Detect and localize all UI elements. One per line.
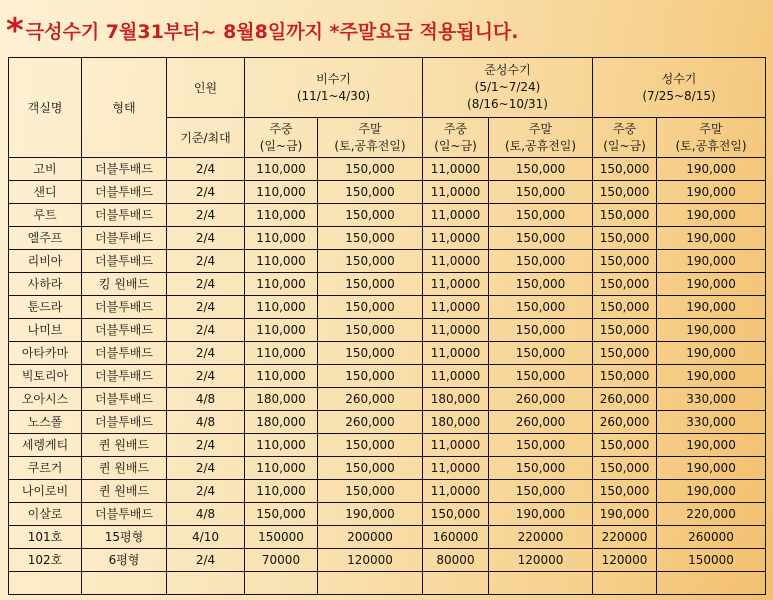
weekday-sub: (일~금): [259, 138, 303, 153]
cell-capacity: 2/4: [167, 181, 245, 204]
cell-room-type: 더블투배드: [82, 158, 167, 181]
cell-shoulder-weekday: [423, 572, 489, 595]
header-off-season: [245, 58, 423, 118]
cell-shoulder-weekday: 11,0000: [423, 457, 489, 480]
cell-peak-weekend: 150000: [657, 549, 766, 572]
cell-shoulder-weekday: 160000: [423, 526, 489, 549]
cell-capacity: [167, 572, 245, 595]
cell-off-weekend: 260,000: [318, 388, 423, 411]
cell-peak-weekday: 150,000: [593, 365, 657, 388]
header-weekday: [593, 118, 657, 158]
cell-off-weekend: 150,000: [318, 158, 423, 181]
cell-capacity: 2/4: [167, 273, 245, 296]
cell-shoulder-weekend: 220000: [489, 526, 593, 549]
cell-peak-weekend: 190,000: [657, 296, 766, 319]
cell-peak-weekday: [593, 572, 657, 595]
cell-capacity: 2/4: [167, 549, 245, 572]
cell-off-weekday: 110,000: [245, 319, 318, 342]
cell-shoulder-weekend: 150,000: [489, 434, 593, 457]
cell-room-name: 오아시스: [9, 388, 82, 411]
cell-shoulder-weekend: 150,000: [489, 250, 593, 273]
cell-off-weekend: 150,000: [318, 457, 423, 480]
cell-room-name: 고비: [9, 158, 82, 181]
cell-off-weekday: 180,000: [245, 411, 318, 434]
asterisk-mark: *: [6, 11, 24, 51]
table-row: [9, 319, 766, 342]
cell-room-type: 퀸 원배드: [82, 480, 167, 503]
cell-room-name: 101호: [9, 526, 82, 549]
cell-shoulder-weekday: 11,0000: [423, 273, 489, 296]
cell-shoulder-weekend: 260,000: [489, 388, 593, 411]
cell-capacity: 2/4: [167, 342, 245, 365]
cell-off-weekday: 150,000: [245, 503, 318, 526]
cell-off-weekday: [245, 572, 318, 595]
cell-room-name: 엘주프: [9, 227, 82, 250]
cell-peak-weekend: 330,000: [657, 411, 766, 434]
cell-capacity: 2/4: [167, 434, 245, 457]
weekday-sub: (일~금): [434, 138, 477, 153]
cell-room-type: 더블투배드: [82, 296, 167, 319]
cell-off-weekend: 120000: [318, 549, 423, 572]
shoulder-season-range-2: (8/16~10/31): [467, 97, 548, 111]
cell-shoulder-weekday: 80000: [423, 549, 489, 572]
cell-peak-weekday: 260,000: [593, 411, 657, 434]
cell-off-weekend: 150,000: [318, 365, 423, 388]
cell-shoulder-weekday: 180,000: [423, 388, 489, 411]
table-row: [9, 480, 766, 503]
cell-shoulder-weekday: 180,000: [423, 411, 489, 434]
cell-shoulder-weekday: 11,0000: [423, 250, 489, 273]
header-shoulder-season: [423, 58, 593, 118]
off-season-title: 비수기: [316, 71, 351, 86]
cell-shoulder-weekend: 150,000: [489, 158, 593, 181]
cell-room-name: 쿠르거: [9, 457, 82, 480]
header-room-name: 객실명: [9, 58, 82, 158]
cell-peak-weekend: 190,000: [657, 181, 766, 204]
cell-peak-weekday: 260,000: [593, 388, 657, 411]
cell-peak-weekend: 190,000: [657, 319, 766, 342]
cell-peak-weekend: 190,000: [657, 480, 766, 503]
promo-notice-text: 극성수기 7월31부터~ 8월8일까지 *주말요금 적용됩니다.: [25, 21, 519, 43]
weekday-sub: (일~금): [603, 138, 646, 153]
cell-room-name: 나이로비: [9, 480, 82, 503]
room-rate-table: [8, 57, 766, 595]
cell-off-weekend: 150,000: [318, 181, 423, 204]
header-capacity: 인원: [167, 58, 245, 118]
table-row: [9, 181, 766, 204]
cell-off-weekend: 150,000: [318, 273, 423, 296]
cell-shoulder-weekend: 150,000: [489, 181, 593, 204]
cell-off-weekend: 150,000: [318, 250, 423, 273]
cell-room-type: 더블투배드: [82, 342, 167, 365]
cell-off-weekday: 110,000: [245, 365, 318, 388]
cell-off-weekday: 70000: [245, 549, 318, 572]
cell-peak-weekend: 190,000: [657, 342, 766, 365]
cell-shoulder-weekend: 260,000: [489, 411, 593, 434]
cell-off-weekday: 110,000: [245, 158, 318, 181]
table-row: [9, 250, 766, 273]
cell-shoulder-weekend: 190,000: [489, 503, 593, 526]
cell-peak-weekday: 190,000: [593, 503, 657, 526]
peak-season-title: 성수기: [661, 71, 697, 86]
cell-peak-weekday: 150,000: [593, 319, 657, 342]
cell-off-weekday: 110,000: [245, 250, 318, 273]
cell-peak-weekend: 330,000: [657, 388, 766, 411]
table-row: [9, 549, 766, 572]
cell-peak-weekend: [657, 572, 766, 595]
rate-rows: [9, 158, 766, 595]
cell-peak-weekend: 190,000: [657, 158, 766, 181]
cell-capacity: 2/4: [167, 457, 245, 480]
table-row: [9, 411, 766, 434]
off-season-range: (11/1~4/30): [296, 88, 371, 103]
shoulder-season-title: 준성수기: [484, 63, 531, 77]
cell-shoulder-weekend: 150,000: [489, 365, 593, 388]
cell-room-name: 루트: [9, 204, 82, 227]
weekend-sub: (토,공휴전일): [504, 138, 577, 153]
cell-peak-weekday: 150,000: [593, 204, 657, 227]
header-room-type: 형태: [82, 58, 167, 158]
cell-room-type: 더블투배드: [82, 319, 167, 342]
table-row: [9, 503, 766, 526]
table-row: [9, 434, 766, 457]
cell-shoulder-weekend: 150,000: [489, 204, 593, 227]
cell-shoulder-weekday: 11,0000: [423, 342, 489, 365]
cell-off-weekday: 110,000: [245, 342, 318, 365]
cell-peak-weekend: 190,000: [657, 457, 766, 480]
cell-off-weekday: 110,000: [245, 480, 318, 503]
cell-room-type: 퀸 원배드: [82, 457, 167, 480]
cell-off-weekday: 110,000: [245, 227, 318, 250]
table-row: [9, 296, 766, 319]
cell-peak-weekend: 190,000: [657, 250, 766, 273]
weekday-label: 주중: [269, 121, 293, 136]
cell-shoulder-weekend: 150,000: [489, 319, 593, 342]
cell-shoulder-weekend: [489, 572, 593, 595]
cell-peak-weekday: 220000: [593, 526, 657, 549]
table-row: [9, 388, 766, 411]
cell-off-weekday: 110,000: [245, 296, 318, 319]
cell-room-type: 퀸 원배드: [82, 434, 167, 457]
cell-shoulder-weekday: 11,0000: [423, 181, 489, 204]
weekday-label: 주중: [612, 121, 637, 136]
cell-shoulder-weekday: 11,0000: [423, 158, 489, 181]
table-row: [9, 365, 766, 388]
promo-notice: [6, 4, 519, 51]
table-row: [9, 204, 766, 227]
shoulder-season-range-1: (5/1~7/24): [474, 80, 541, 94]
cell-shoulder-weekday: 11,0000: [423, 434, 489, 457]
cell-off-weekend: 150,000: [318, 342, 423, 365]
cell-peak-weekday: 150,000: [593, 181, 657, 204]
cell-peak-weekday: 150,000: [593, 227, 657, 250]
cell-room-type: 더블투배드: [82, 365, 167, 388]
cell-room-name: 샌디: [9, 181, 82, 204]
table-row: [9, 273, 766, 296]
cell-peak-weekend: 190,000: [657, 204, 766, 227]
header-capacity-sub: 기준/최대: [167, 118, 245, 158]
cell-peak-weekday: 150,000: [593, 158, 657, 181]
cell-room-type: 더블투배드: [82, 204, 167, 227]
table-row: [9, 572, 766, 595]
cell-shoulder-weekday: 11,0000: [423, 227, 489, 250]
cell-peak-weekend: 190,000: [657, 227, 766, 250]
cell-peak-weekend: 220,000: [657, 503, 766, 526]
peak-season-range: (7/25~8/15): [642, 88, 716, 103]
cell-off-weekend: 150,000: [318, 319, 423, 342]
cell-peak-weekday: 150,000: [593, 273, 657, 296]
cell-room-name: 사하라: [9, 273, 82, 296]
cell-peak-weekend: 190,000: [657, 365, 766, 388]
cell-peak-weekday: 150,000: [593, 457, 657, 480]
cell-capacity: 4/8: [167, 411, 245, 434]
cell-peak-weekend: 190,000: [657, 273, 766, 296]
cell-capacity: 4/10: [167, 526, 245, 549]
cell-room-name: 리비아: [9, 250, 82, 273]
cell-shoulder-weekday: 11,0000: [423, 480, 489, 503]
cell-capacity: 2/4: [167, 227, 245, 250]
cell-off-weekend: 150,000: [318, 204, 423, 227]
cell-peak-weekday: 150,000: [593, 296, 657, 319]
weekend-sub: (토,공휴전일): [334, 138, 406, 153]
cell-shoulder-weekday: 11,0000: [423, 319, 489, 342]
cell-shoulder-weekend: 150,000: [489, 296, 593, 319]
cell-off-weekend: [318, 572, 423, 595]
weekend-label: 주말: [358, 121, 382, 136]
cell-room-type: 더블투배드: [82, 388, 167, 411]
table-row: [9, 457, 766, 480]
cell-shoulder-weekend: 150,000: [489, 273, 593, 296]
cell-room-name: 아타카마: [9, 342, 82, 365]
cell-shoulder-weekday: 11,0000: [423, 204, 489, 227]
header-weekday: [245, 118, 318, 158]
weekday-label: 주중: [443, 121, 468, 136]
cell-room-name: [9, 572, 82, 595]
cell-shoulder-weekend: 150,000: [489, 480, 593, 503]
cell-capacity: 2/4: [167, 250, 245, 273]
cell-peak-weekend: 190,000: [657, 434, 766, 457]
cell-room-name: 세렝게티: [9, 434, 82, 457]
cell-room-type: 15평형: [82, 526, 167, 549]
cell-capacity: 2/4: [167, 480, 245, 503]
table-row: [9, 526, 766, 549]
cell-shoulder-weekday: 11,0000: [423, 365, 489, 388]
cell-capacity: 2/4: [167, 365, 245, 388]
cell-capacity: 2/4: [167, 319, 245, 342]
cell-shoulder-weekend: 120000: [489, 549, 593, 572]
cell-off-weekend: 150,000: [318, 480, 423, 503]
cell-off-weekday: 110,000: [245, 204, 318, 227]
cell-room-name: 툰드라: [9, 296, 82, 319]
cell-off-weekend: 150,000: [318, 227, 423, 250]
header-weekend: [489, 118, 593, 158]
cell-capacity: 4/8: [167, 388, 245, 411]
cell-off-weekday: 110,000: [245, 181, 318, 204]
cell-room-type: 더블투배드: [82, 411, 167, 434]
cell-room-type: [82, 572, 167, 595]
cell-off-weekday: 180,000: [245, 388, 318, 411]
cell-capacity: 2/4: [167, 296, 245, 319]
cell-shoulder-weekend: 150,000: [489, 227, 593, 250]
weekend-sub: (토,공휴전일): [675, 138, 747, 153]
cell-shoulder-weekday: 150,000: [423, 503, 489, 526]
cell-off-weekend: 190,000: [318, 503, 423, 526]
table-row: [9, 342, 766, 365]
cell-room-type: 6평형: [82, 549, 167, 572]
cell-peak-weekday: 120000: [593, 549, 657, 572]
cell-room-type: 킹 원배드: [82, 273, 167, 296]
weekend-label: 주말: [699, 121, 723, 136]
cell-room-type: 더블투배드: [82, 503, 167, 526]
cell-capacity: 2/4: [167, 158, 245, 181]
cell-room-name: 나미브: [9, 319, 82, 342]
cell-peak-weekday: 150,000: [593, 480, 657, 503]
cell-off-weekend: 260,000: [318, 411, 423, 434]
cell-off-weekend: 150,000: [318, 296, 423, 319]
header-weekend: [318, 118, 423, 158]
cell-room-type: 더블투배드: [82, 250, 167, 273]
cell-room-type: 더블투배드: [82, 227, 167, 250]
weekend-label: 주말: [528, 121, 553, 136]
cell-off-weekday: 110,000: [245, 273, 318, 296]
cell-peak-weekday: 150,000: [593, 250, 657, 273]
cell-room-name: 102호: [9, 549, 82, 572]
cell-off-weekend: 150,000: [318, 434, 423, 457]
table-row: [9, 158, 766, 181]
header-weekend: [657, 118, 766, 158]
cell-shoulder-weekend: 150,000: [489, 457, 593, 480]
cell-peak-weekday: 150,000: [593, 434, 657, 457]
cell-room-name: 노스폴: [9, 411, 82, 434]
cell-capacity: 4/8: [167, 503, 245, 526]
cell-shoulder-weekday: 11,0000: [423, 296, 489, 319]
cell-off-weekday: 110,000: [245, 457, 318, 480]
cell-peak-weekday: 150,000: [593, 342, 657, 365]
cell-peak-weekend: 260000: [657, 526, 766, 549]
cell-room-name: 빅토리아: [9, 365, 82, 388]
cell-room-name: 이살로: [9, 503, 82, 526]
cell-capacity: 2/4: [167, 204, 245, 227]
header-peak-season: [593, 58, 766, 118]
cell-room-type: 더블투배드: [82, 181, 167, 204]
header-weekday: [423, 118, 489, 158]
cell-off-weekday: 150000: [245, 526, 318, 549]
cell-off-weekend: 200000: [318, 526, 423, 549]
table-row: [9, 227, 766, 250]
cell-off-weekday: 110,000: [245, 434, 318, 457]
cell-shoulder-weekend: 150,000: [489, 342, 593, 365]
